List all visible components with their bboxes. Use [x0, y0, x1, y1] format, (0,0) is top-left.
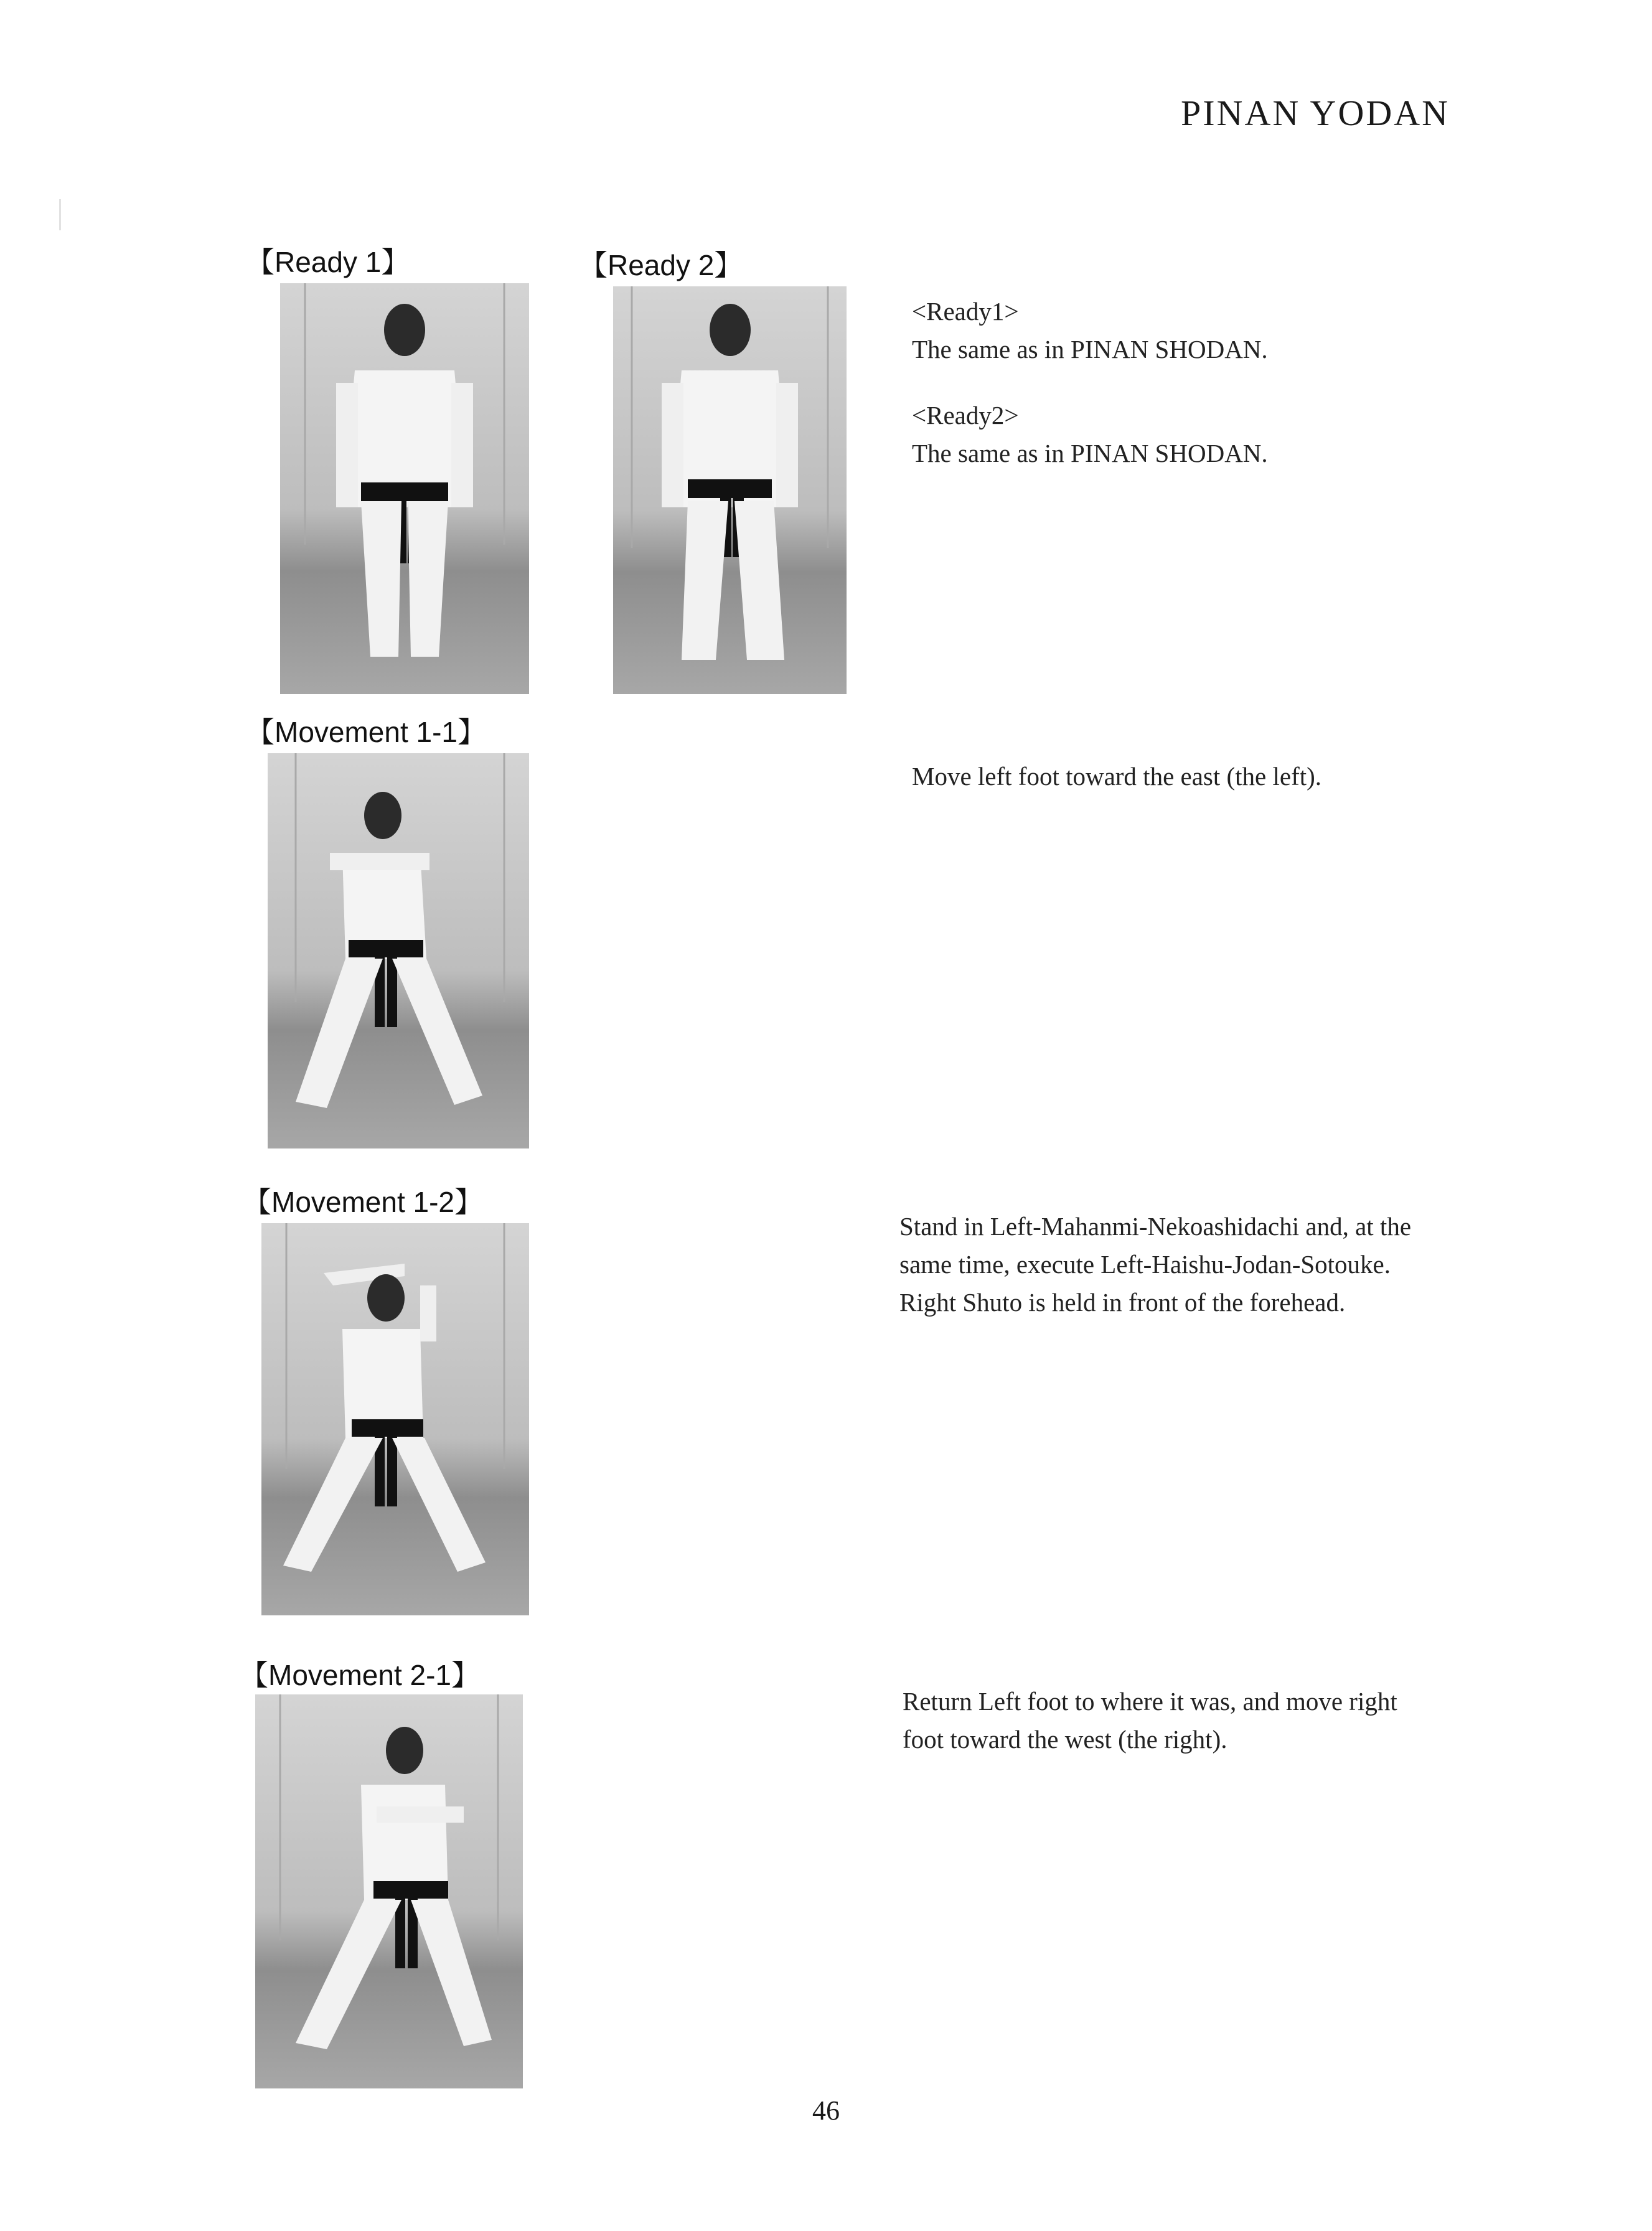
- caption-movement-1-1: 【Movement 1-1】: [246, 716, 487, 748]
- photo-ready-1: [280, 283, 529, 694]
- photo-movement-2-1: [255, 1694, 523, 2088]
- photo-movement-1-1: [268, 753, 529, 1148]
- caption-ready-2: 【Ready 2】: [579, 249, 743, 281]
- caption-movement-2-1: 【Movement 2-1】: [240, 1659, 481, 1691]
- ready-1-label: <Ready1>: [912, 297, 1019, 326]
- ready-description: [912, 293, 1268, 472]
- margin-mark: [59, 199, 61, 230]
- photo-ready-2: [613, 286, 847, 694]
- caption-ready-1: 【Ready 1】: [246, 246, 410, 278]
- movement-1-1-description: [912, 758, 1321, 796]
- ready-2-label: <Ready2>: [912, 401, 1019, 430]
- movement-2-1-line-2: foot toward the west (the right).: [903, 1725, 1227, 1754]
- movement-1-2-line-2: same time, execute Left-Haishu-Jodan-Sotouke.: [899, 1250, 1391, 1279]
- caption-movement-1-2: 【Movement 1-2】: [243, 1186, 484, 1218]
- movement-1-2-line-1: Stand in Left-Mahanmi-Nekoashidachi and, at the: [899, 1212, 1412, 1241]
- page-number: 46: [812, 2095, 840, 2126]
- photo-movement-1-2: [261, 1223, 529, 1615]
- movement-2-1-description: [903, 1683, 1397, 1759]
- ready-2-text: The same as in PINAN SHODAN.: [912, 439, 1268, 467]
- movement-2-1-line-1: Return Left foot to where it was, and move right: [903, 1687, 1397, 1716]
- page-title: PINAN YODAN: [1180, 93, 1450, 133]
- movement-1-1-text: Move left foot toward the east (the left).: [912, 762, 1322, 791]
- movement-1-2-line-3: Right Shuto is held in front of the forehead.: [899, 1288, 1346, 1317]
- movement-1-2-description: [899, 1208, 1411, 1322]
- ready-1-text: The same as in PINAN SHODAN.: [912, 335, 1268, 364]
